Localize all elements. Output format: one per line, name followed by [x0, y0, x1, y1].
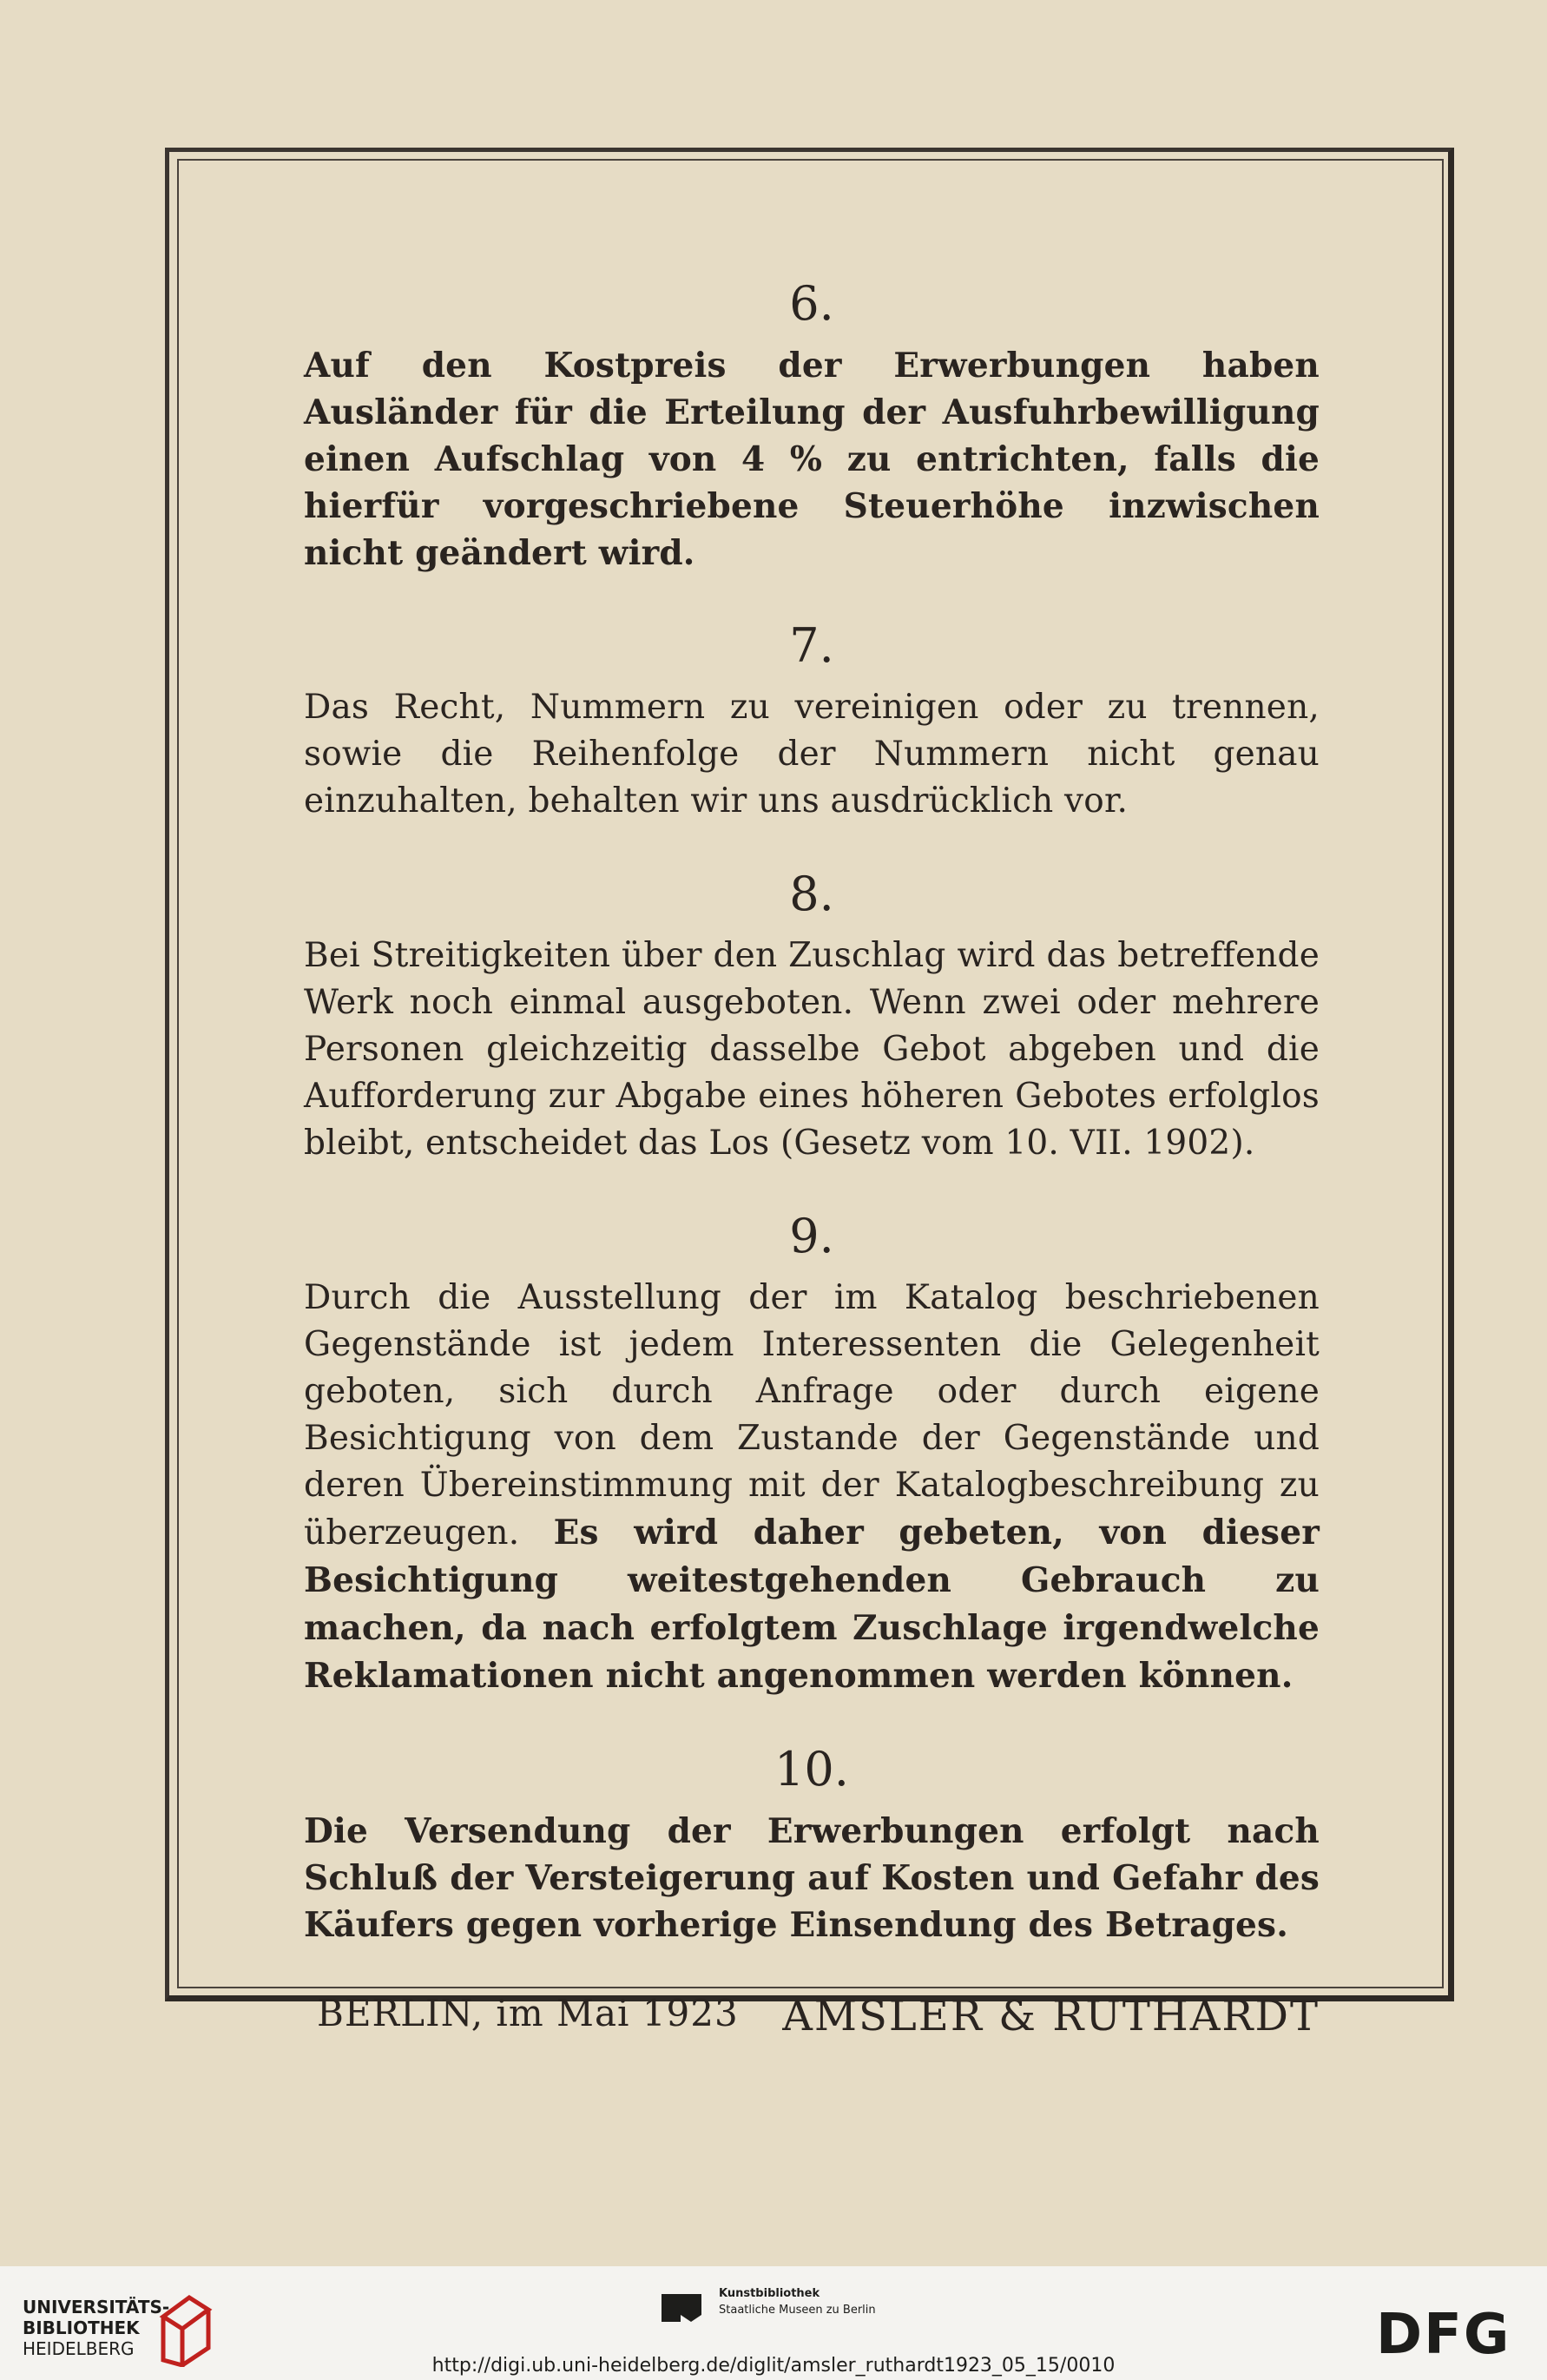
section-text: Das Recht, Nummern zu vereinigen oder zu trennen, sowie die Reihenfolge der Nummern nicht genau einzuhalten, behalten wir uns ausdrücklich vor.: [304, 688, 1320, 821]
section-text-regular: Durch die Ausstellung der im Katalog beschriebenen Gegenstände ist jedem Interessenten die Gelegenheit geboten, sich durch Anfrage oder durch eigene Besichtigung von dem Zustande der Gegenstände und deren Übereinstimmung mit der Katalogbeschreibung zu überzeugen.: [304, 1278, 1320, 1553]
section-8: [304, 868, 1320, 1167]
section-text: Bei Streitigkeiten über den Zuschlag wird das betreffende Werk noch einmal ausgeboten. Wenn zwei oder mehrere Personen gleichzeitig dasselbe Gebot abgeben und die Aufforderung zur Abgabe eines höheren Gebotes erfolglos bleibt, entscheidet das Los (Gesetz vom 10. VII. 1902).: [304, 936, 1320, 1163]
section-number: 10.: [774, 1742, 849, 1797]
uni-line-1: UNIVERSITÄTS-: [23, 2297, 170, 2317]
permalink-url[interactable]: http://digi.ub.uni-heidelberg.de/diglit/amsler_ruthardt1923_05_15/0010: [431, 2355, 1116, 2377]
company-name: AMSLER & RUTHARDT: [782, 1992, 1320, 2040]
uni-line-2: BIBLIOTHEK: [23, 2317, 140, 2338]
document-body: [304, 278, 1320, 2044]
section-text: Die Versendung der Erwerbungen erfolgt nach Schluß der Versteigerung auf Kosten und Gefahr des Käufers gegen vorherige Einsendung des Betrages.: [304, 1811, 1320, 1945]
kunstbibliothek-logo-icon: [660, 2285, 705, 2331]
section-6: [304, 278, 1320, 577]
university-library-logo[interactable]: [23, 2297, 169, 2359]
section-number: 7.: [789, 618, 834, 673]
section-7: [304, 620, 1320, 825]
place-date: BERLIN, im Mai 1923: [317, 1992, 739, 2034]
uni-line-3: HEIDELBERG: [23, 2338, 135, 2359]
kb-line-1: Kunstbibliothek: [719, 2287, 820, 2300]
document-footer: [304, 1992, 1320, 2044]
section-text: [304, 1275, 1320, 1700]
section-number: 8.: [789, 867, 834, 921]
section-number: 6.: [789, 276, 834, 331]
kb-line-2: Staatliche Museen zu Berlin: [719, 2304, 876, 2317]
library-bar: [0, 2266, 1547, 2380]
section-number: 9.: [789, 1209, 834, 1263]
section-9: [304, 1210, 1320, 1700]
dfg-logo[interactable]: DFG: [1376, 2303, 1511, 2367]
section-text-bold: Es wird daher gebeten, von dieser Besichtigung weitestgehenden Gebrauch zu machen, da nach erfolgtem Zuschlage irgendwelche Reklamationen nicht angenommen werden können.: [304, 1513, 1320, 1696]
section-text: Auf den Kostpreis der Erwerbungen haben Ausländer für die Erteilung der Ausfuhrbewilligung einen Aufschlag von 4 % zu entrichten, falls die hierfür vorgeschriebene Steuerhöhe inzwischen nicht geändert wird.: [304, 346, 1320, 573]
kunstbibliothek-text[interactable]: [719, 2285, 876, 2318]
section-10: [304, 1744, 1320, 1948]
